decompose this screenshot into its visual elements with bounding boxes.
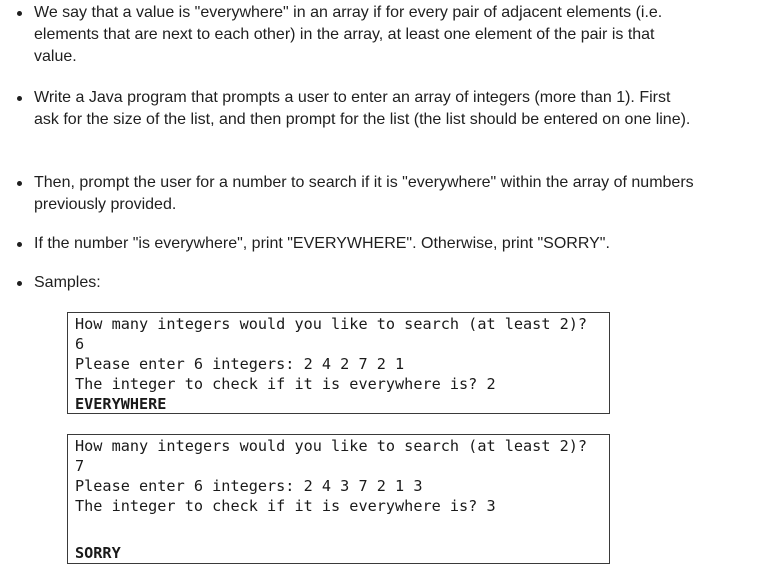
prompt-check-line: The integer to check if it is everywhere is? 2 — [75, 375, 496, 393]
samples-heading: Samples: — [34, 274, 101, 291]
bullet-text: Write a Java program that prompts a user to enter an array of integers (more than 1). First ask for the size of the list, and then prompt for the list (the list should be entered on one line). — [34, 89, 691, 128]
list-item — [34, 87, 696, 131]
list-item — [34, 172, 696, 216]
result-line: EVERYWHERE — [75, 395, 167, 413]
bullet-dot-icon — [17, 281, 22, 286]
bullet-text: We say that a value is "everywhere" in an array if for every pair of adjacent elements (i.e. elements that are next to each other) in the array, at least one element of the pair is that value. — [34, 4, 663, 65]
list-item — [34, 233, 696, 255]
bullet-dot-icon — [17, 11, 22, 16]
bullet-text: Then, prompt the user for a number to search if it is "everywhere" within the array of numbers previously provided. — [34, 174, 694, 213]
list-item — [34, 2, 696, 68]
prompt-size-line: How many integers would you like to search (at least 2)? — [75, 315, 588, 333]
result-line: SORRY — [75, 544, 121, 562]
prompt-check-line: The integer to check if it is everywhere is? 3 — [75, 497, 496, 515]
bullet-dot-icon — [17, 242, 22, 247]
prompt-list-line: Please enter 6 integers: 2 4 2 7 2 1 — [75, 355, 405, 373]
list-item — [34, 272, 696, 294]
bullet-dot-icon — [17, 181, 22, 186]
size-input-line: 7 — [75, 457, 85, 475]
size-input-line: 6 — [75, 335, 85, 353]
prompt-list-line: Please enter 6 integers: 2 4 3 7 2 1 3 — [75, 477, 423, 495]
sample-output-1 — [67, 312, 610, 414]
sample-output-2 — [67, 434, 610, 564]
bullet-text: If the number "is everywhere", print "EVERYWHERE". Otherwise, print "SORRY". — [34, 235, 610, 252]
prompt-size-line: How many integers would you like to search (at least 2)? — [75, 437, 588, 455]
bullet-dot-icon — [17, 96, 22, 101]
